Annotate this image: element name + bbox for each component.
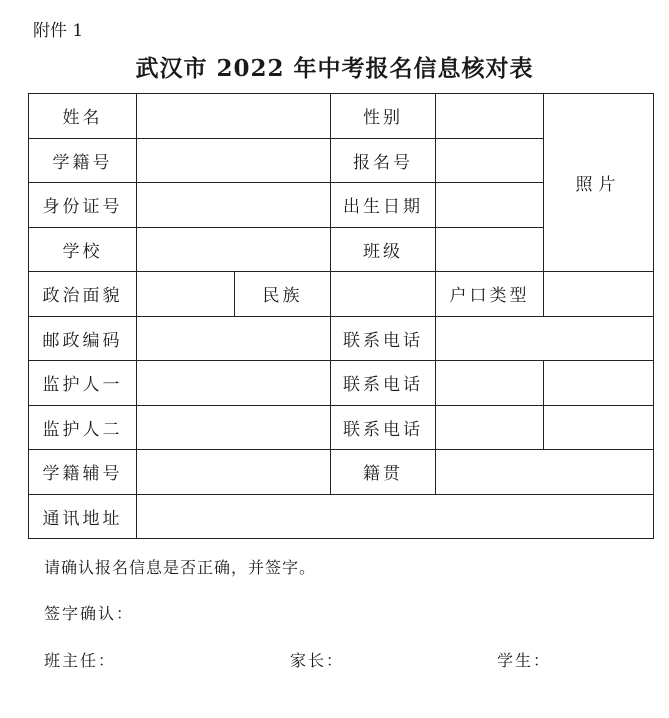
label-guardian-1-phone: 联系电话 [331, 361, 436, 406]
confirmation-note: 请确认报名信息是否正确，并签字。 [44, 558, 317, 577]
label-guardian-2: 监护人二 [29, 405, 137, 450]
field-address[interactable] [137, 494, 654, 539]
photo-box[interactable]: 照片 [544, 94, 654, 272]
label-political-status: 政治面貌 [29, 272, 137, 317]
label-id-card: 身份证号 [29, 183, 137, 228]
field-guardian-1[interactable] [137, 361, 331, 406]
student-signature[interactable]: 学生： [497, 651, 552, 670]
registration-form-table [28, 93, 654, 539]
head-teacher-signature[interactable]: 班主任： [44, 651, 117, 670]
label-student-id: 学籍号 [29, 138, 137, 183]
label-postal-code: 邮政编码 [29, 316, 137, 361]
label-contact-phone: 联系电话 [331, 316, 436, 361]
attachment-label: 附件 1 [33, 21, 84, 41]
label-school: 学校 [29, 227, 137, 272]
label-guardian-1: 监护人一 [29, 361, 137, 406]
field-hukou-type[interactable] [544, 272, 654, 317]
label-name: 姓名 [29, 94, 137, 139]
field-gender[interactable] [436, 94, 544, 139]
label-registration-no: 报名号 [331, 138, 436, 183]
parent-signature[interactable]: 家长： [290, 651, 345, 670]
label-address: 通讯地址 [29, 494, 137, 539]
field-contact-phone[interactable] [436, 316, 654, 361]
label-gender: 性别 [331, 94, 436, 139]
field-school[interactable] [137, 227, 331, 272]
field-guardian-1-extra[interactable] [544, 361, 654, 406]
signature-label: 签字确认： [44, 604, 135, 623]
field-id-card[interactable] [137, 183, 331, 228]
field-guardian-2[interactable] [137, 405, 331, 450]
field-ethnicity[interactable] [331, 272, 436, 317]
field-class[interactable] [436, 227, 544, 272]
field-native-place[interactable] [436, 450, 654, 495]
field-birth-date[interactable] [436, 183, 544, 228]
field-name[interactable] [137, 94, 331, 139]
page-title: 武汉市 2022 年中考报名信息核对表 [135, 55, 534, 82]
field-guardian-1-phone[interactable] [436, 361, 544, 406]
label-guardian-2-phone: 联系电话 [331, 405, 436, 450]
field-student-id[interactable] [137, 138, 331, 183]
field-guardian-2-extra[interactable] [544, 405, 654, 450]
label-ethnicity: 民族 [235, 272, 331, 317]
label-native-place: 籍贯 [331, 450, 436, 495]
field-student-aux-no[interactable] [137, 450, 331, 495]
field-guardian-2-phone[interactable] [436, 405, 544, 450]
field-postal-code[interactable] [137, 316, 331, 361]
label-student-aux-no: 学籍辅号 [29, 450, 137, 495]
label-hukou-type: 户口类型 [436, 272, 544, 317]
field-political-status[interactable] [137, 272, 235, 317]
label-class: 班级 [331, 227, 436, 272]
label-birth-date: 出生日期 [331, 183, 436, 228]
field-registration-no[interactable] [436, 138, 544, 183]
